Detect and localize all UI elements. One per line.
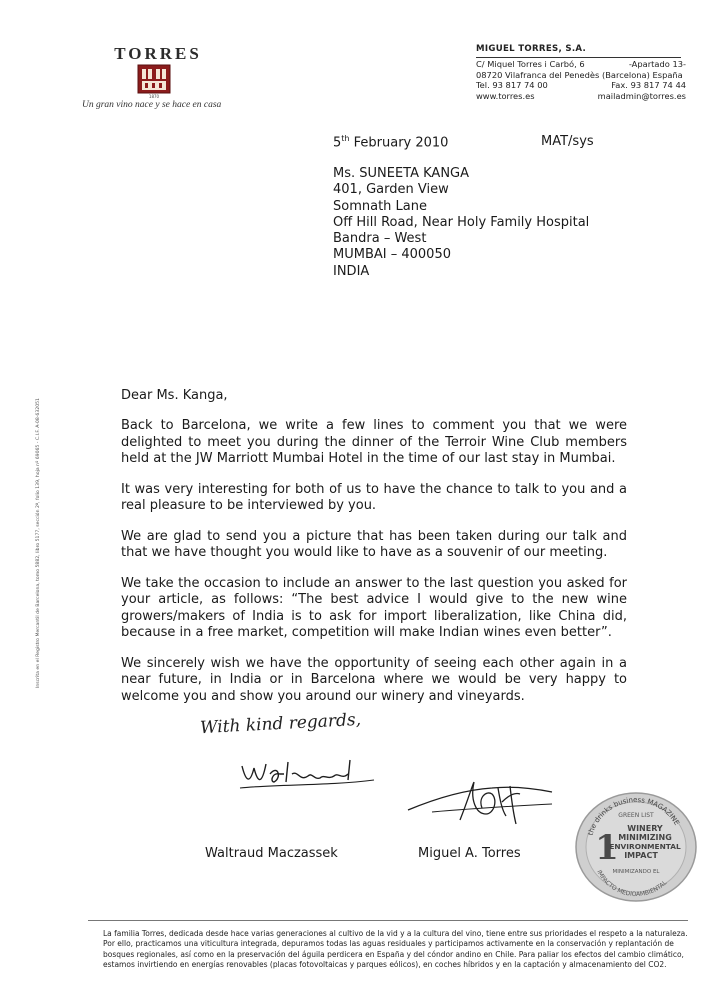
footer-line: estamos invirtiendo en energías renovables (placas fotovoltaicas y parques eólicos), en coches híbridos y en la captación y almacenamiento del CO2. <box>103 960 667 970</box>
date-day: 5 <box>333 135 342 151</box>
body-paragraph: It was very interesting for both of us to have the chance to talk to you and a real pleasure to be interviewed by you. <box>121 481 627 513</box>
company-letterhead <box>476 44 686 102</box>
letter-date <box>333 134 448 150</box>
miguel-torres-signature-icon <box>402 780 558 830</box>
company-fax: Fax. 93 817 74 44 <box>611 80 686 91</box>
letter-reference: MAT/sys <box>541 134 594 149</box>
letter-body <box>121 418 627 719</box>
footer-note <box>103 929 688 971</box>
footer-line: bosques regionales, así como en la preservación del águila perdicera en España y del cóndor andino en Chile. Para paliar los efectos del cambio climático, <box>103 949 684 959</box>
company-address: C/ Miquel Torres i Carbó, 6 <box>476 58 585 69</box>
body-paragraph: We take the occasion to include an answer to the last question you asked for your article, as follows: “The best advice I would give to the new wine growers/makers of India is to ask for import liberalization, like China did, because in a free market, competition will make Indian wines even better”. <box>121 575 627 640</box>
signer-name-right: Miguel A. Torres <box>418 846 521 861</box>
seal-line1: WINERY <box>627 824 663 833</box>
green-list-seal-icon <box>571 791 701 903</box>
footer-divider <box>88 920 688 921</box>
company-email: mailadmin@torres.es <box>597 91 686 102</box>
date-rest: February 2010 <box>349 135 449 151</box>
registry-sidenote: Inscrita en el Registro Mercantil de Barcelona, tomo 5882, libro 5177, sección 2ª, folio 139, hoja nº 69065 - C.I.F. A-08-632051 <box>36 398 41 688</box>
seal-top-text: the drinks business MAGAZINE <box>586 795 681 837</box>
company-web: www.torres.es <box>476 91 535 102</box>
company-apartado: -Apartado 13- <box>628 58 686 69</box>
company-city: 08720 Vilafranca del Penedès (Barcelona) España <box>476 69 683 80</box>
salutation: Dear Ms. Kanga, <box>121 388 228 403</box>
seal-green-list: GREEN LIST <box>618 812 654 819</box>
seal-line4: IMPACT <box>624 851 658 860</box>
seal-line2: MINIMIZING <box>618 833 672 842</box>
address-line: INDIA <box>333 263 370 279</box>
address-line: Off Hill Road, Near Holy Family Hospital <box>333 214 590 230</box>
seal-bottom1: MINIMIZANDO EL <box>612 869 660 875</box>
address-line: Somnath Lane <box>333 198 427 214</box>
crest-year: 1870 <box>148 94 160 99</box>
seal-number: 1 <box>595 828 619 868</box>
seal-bottom2: IMPACTO MEDIOAMBIENTAL <box>595 869 669 899</box>
handwritten-closing: With kind regards, <box>199 709 362 739</box>
footer-line: La familia Torres, dedicada desde hace varias generaciones al cultivo de la vid y a la cultura del vino, tiene entre sus prioridades el respeto a la naturaleza. <box>103 929 688 938</box>
address-line: 401, Garden View <box>333 182 449 198</box>
seal-line3: ENVIRONMENTAL <box>609 842 681 851</box>
logo-motto: Un gran vino nace y se hace en casa <box>82 100 222 110</box>
signer-name-left: Waltraud Maczassek <box>205 846 338 861</box>
body-paragraph: Back to Barcelona, we write a few lines to comment you that we were delighted to meet you during the dinner of the Terroir Wine Club members held at the JW Marriott Mumbai Hotel in the time of our last stay in Mumbai. <box>121 418 627 466</box>
waltraud-signature-icon <box>238 752 378 796</box>
body-paragraph: We sincerely wish we have the opportunity of seeing each other again in a near future, in India or in Barcelona where we would be very happy to welcome you and show you around our winery and vineyards. <box>121 655 627 704</box>
company-name: MIGUEL TORRES, S.A. <box>476 44 587 54</box>
recipient-address <box>333 166 589 280</box>
address-line: MUMBAI – 400050 <box>333 247 451 263</box>
address-line: Bandra – West <box>333 231 427 247</box>
address-line: Ms. SUNEETA KANGA <box>333 166 470 181</box>
body-paragraph: We are glad to send you a picture that has been taken during our talk and that we have thought you would like to have as a souvenir of our meeting. <box>121 528 627 560</box>
letterhead-rule <box>476 57 681 58</box>
torres-wordmark: TORRES <box>114 44 202 63</box>
torres-crest-icon <box>137 64 171 96</box>
date-suffix: th <box>341 134 350 143</box>
company-tel: Tel. 93 817 74 00 <box>476 80 548 91</box>
footer-line: Por ello, practicamos una viticultura integrada, depuramos todas las aguas residuales y participamos activamente en la conservación y replantación de <box>103 939 674 949</box>
